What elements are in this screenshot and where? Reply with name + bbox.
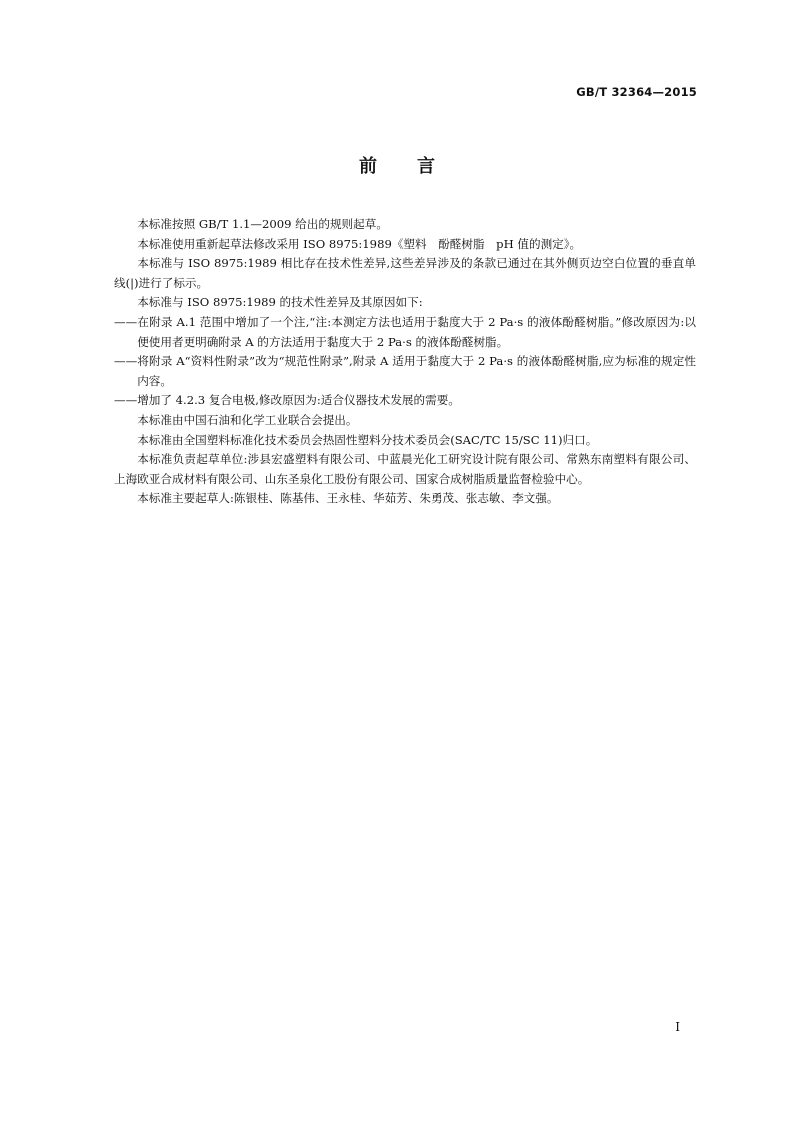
- difference-item: ——在附录 A.1 范围中增加了一个注,“注:本测定方法也适用于黏度大于 2 Pa·s 的液体酚醛树脂。”修改原因为:以便使用者更明确附录 A 的方法适用于黏度大于 2 Pa·s 的液体酚醛树脂。: [114, 314, 696, 349]
- paragraph-differences-note: 本标准与 ISO 8975:1989 相比存在技术性差异,这些差异涉及的条款已通过在其外侧页边空白位置的垂直单线(|)进行了标示。: [114, 256, 696, 290]
- paragraph-committee: 本标准由全国塑料标准化技术委员会热固性塑料分技术委员会(SAC/TC 15/SC 11)归口。: [137, 432, 598, 447]
- paragraph-adoption: 本标准使用重新起草法修改采用 ISO 8975:1989《塑料 酚醛树脂 pH 值的测定》。: [137, 236, 582, 251]
- paragraph-drafting-rules: 本标准按照 GB/T 1.1—2009 给出的规则起草。: [137, 217, 388, 231]
- paragraph-differences-intro: 本标准与 ISO 8975:1989 的技术性差异及其原因如下:: [137, 295, 423, 310]
- page-title: 前言: [359, 156, 475, 177]
- standard-code: GB/T 32364—2015: [576, 85, 697, 99]
- difference-item: ——增加了 4.2.3 复合电极,修改原因为:适合仪器技术发展的需要。: [114, 393, 460, 408]
- paragraph-drafting-units: 本标准负责起草单位:涉县宏盛塑料有限公司、中蓝晨光化工研究设计院有限公司、常熟东南塑料有限公司、上海欧亚合成材料有限公司、山东圣泉化工股份有限公司、国家合成树脂质量监督检验中心。: [114, 452, 696, 486]
- difference-item: ——将附录 A“资料性附录”改为“规范性附录”,附录 A 适用于黏度大于 2 Pa·s 的液体酚醛树脂,应为标准的规定性内容。: [114, 354, 696, 388]
- page-number: I: [675, 1020, 680, 1034]
- paragraph-drafters: 本标准主要起草人:陈银桂、陈基伟、王永桂、华茹芳、朱勇茂、张志敏、李文强。: [137, 491, 559, 506]
- paragraph-proposer: 本标准由中国石油和化学工业联合会提出。: [137, 412, 358, 427]
- document-body: [114, 215, 696, 509]
